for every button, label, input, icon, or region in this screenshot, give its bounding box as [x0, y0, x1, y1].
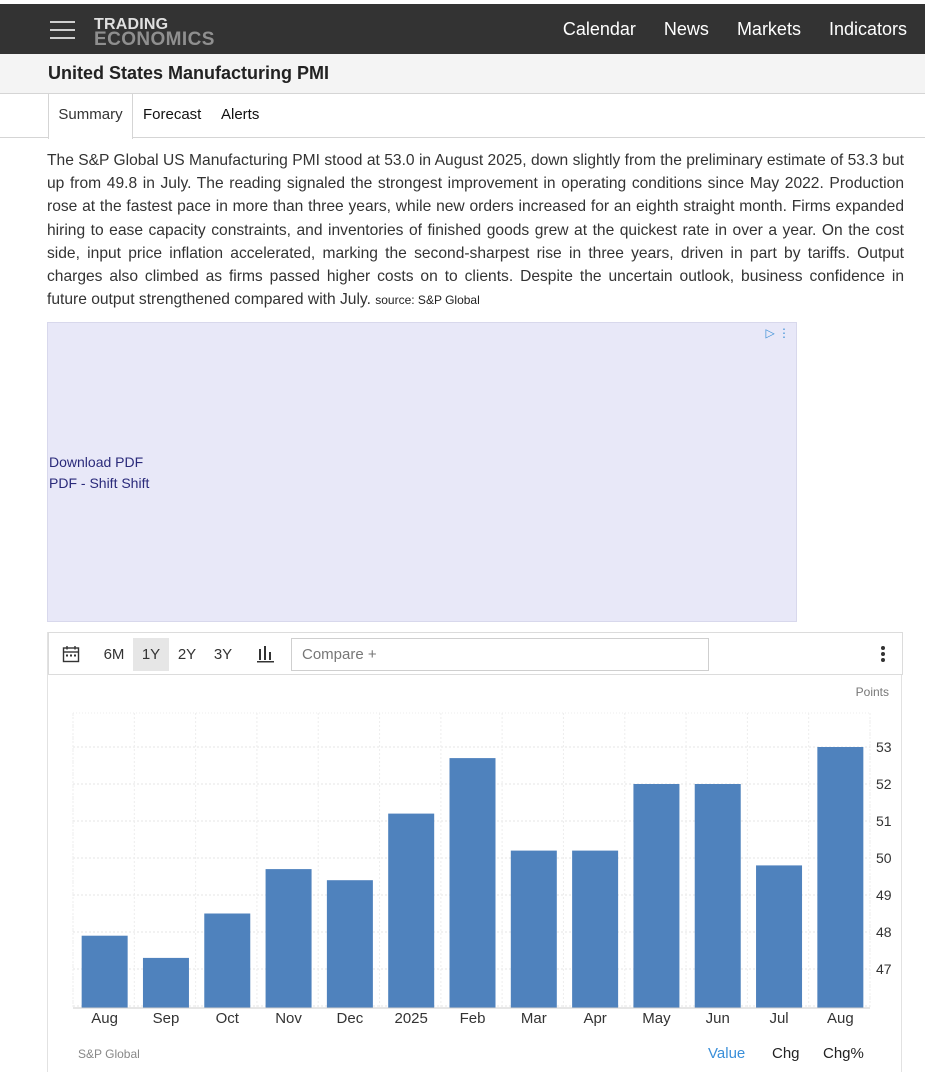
chg-percent-tab[interactable]: Chg% [823, 1045, 864, 1062]
bar-jul-11[interactable] [756, 865, 802, 1008]
y-tick-label: 51 [876, 813, 892, 829]
bar-may-9[interactable] [633, 784, 679, 1008]
x-tick-label: Jun [705, 1010, 730, 1027]
chg-tab[interactable]: Chg [772, 1045, 800, 1062]
ad-choices-icon[interactable]: ▷ ⋮ [765, 326, 790, 340]
x-tick-label: Aug [91, 1010, 119, 1027]
y-tick-label: 50 [876, 850, 892, 866]
tab-forecast[interactable]: Forecast [143, 106, 202, 123]
bar-aug-0[interactable] [82, 936, 128, 1008]
ad-pdf-shift-link[interactable]: PDF - Shift Shift [49, 475, 150, 491]
chart-source: S&P Global [78, 1047, 140, 1061]
nav-indicators[interactable]: Indicators [828, 18, 907, 39]
ad-download-pdf-link[interactable]: Download PDF [49, 454, 144, 470]
bar-feb-6[interactable] [450, 758, 496, 1008]
y-tick-label: 49 [876, 887, 892, 903]
summary-source: source: S&P Global [375, 293, 480, 308]
x-tick-label: Dec [336, 1010, 364, 1027]
x-tick-label: May [642, 1010, 671, 1027]
bar-aug-12[interactable] [817, 747, 863, 1008]
range-1y-button[interactable]: 1Y [133, 638, 169, 671]
range-2y-button[interactable]: 2Y [177, 646, 197, 663]
range-6m-button[interactable]: 6M [103, 646, 125, 663]
tab-alerts[interactable]: Alerts [221, 106, 260, 123]
nav-calendar[interactable]: Calendar [562, 18, 636, 39]
pmi-bar-chart [1, 0, 925, 1072]
bar-mar-7[interactable] [511, 851, 557, 1008]
y-tick-label: 47 [876, 961, 892, 977]
bar-sep-1[interactable] [143, 958, 189, 1008]
range-3y-button[interactable]: 3Y [213, 646, 233, 663]
bar-apr-8[interactable] [572, 851, 618, 1008]
bar-2025-5[interactable] [388, 814, 434, 1008]
bar-dec-4[interactable] [327, 880, 373, 1008]
x-tick-label: 2025 [394, 1010, 428, 1027]
bar-oct-2[interactable] [204, 914, 250, 1009]
bar-jun-10[interactable] [695, 784, 741, 1008]
chart-panel [47, 632, 902, 1072]
page-title: United States Manufacturing PMI [48, 63, 330, 83]
bar-nov-3[interactable] [266, 869, 312, 1008]
nav-news[interactable]: News [663, 18, 709, 39]
logo-line1: TRADING [94, 16, 169, 33]
value-tab[interactable]: Value [708, 1045, 746, 1062]
y-tick-label: 52 [876, 776, 892, 792]
x-tick-label: Mar [520, 1010, 547, 1027]
x-tick-label: Aug [826, 1010, 854, 1027]
units-label: Points [855, 685, 889, 699]
x-tick-label: Feb [459, 1010, 486, 1027]
logo-line2: ECONOMICS [94, 29, 215, 50]
x-tick-label: Apr [583, 1010, 607, 1027]
summary-text: The S&P Global US Manufacturing PMI stood at 53.0 in August 2025, down slightly from the preliminary estimate of 53.3 but up from 49.8 in July. The reading signaled the strongest improvement in operating conditions since May 2022. Production rose at the fastest pace in more than three years, while new orders increased for an eighth straight month. Firms expanded hiring to ease capacity constraints, and inventories of finished goods grew at the quickest rate in over a year. On the cost side, input price inflation accelerated, marking the second-sharpest rise in three years, driven in part by tariffs. Output charges also climbed as firms passed higher costs on to clients. Despite the uncertain outlook, business confidence in future output strengthened compared with July. [47, 152, 904, 309]
tab-summary[interactable]: Summary [48, 94, 133, 139]
x-tick-label: Jul [769, 1010, 789, 1027]
nav-markets[interactable]: Markets [736, 18, 801, 39]
x-tick-label: Sep [152, 1010, 180, 1027]
x-tick-label: Oct [215, 1010, 239, 1027]
y-tick-label: 48 [876, 924, 892, 940]
x-tick-label: Nov [275, 1010, 302, 1027]
y-tick-label: 53 [876, 739, 892, 755]
